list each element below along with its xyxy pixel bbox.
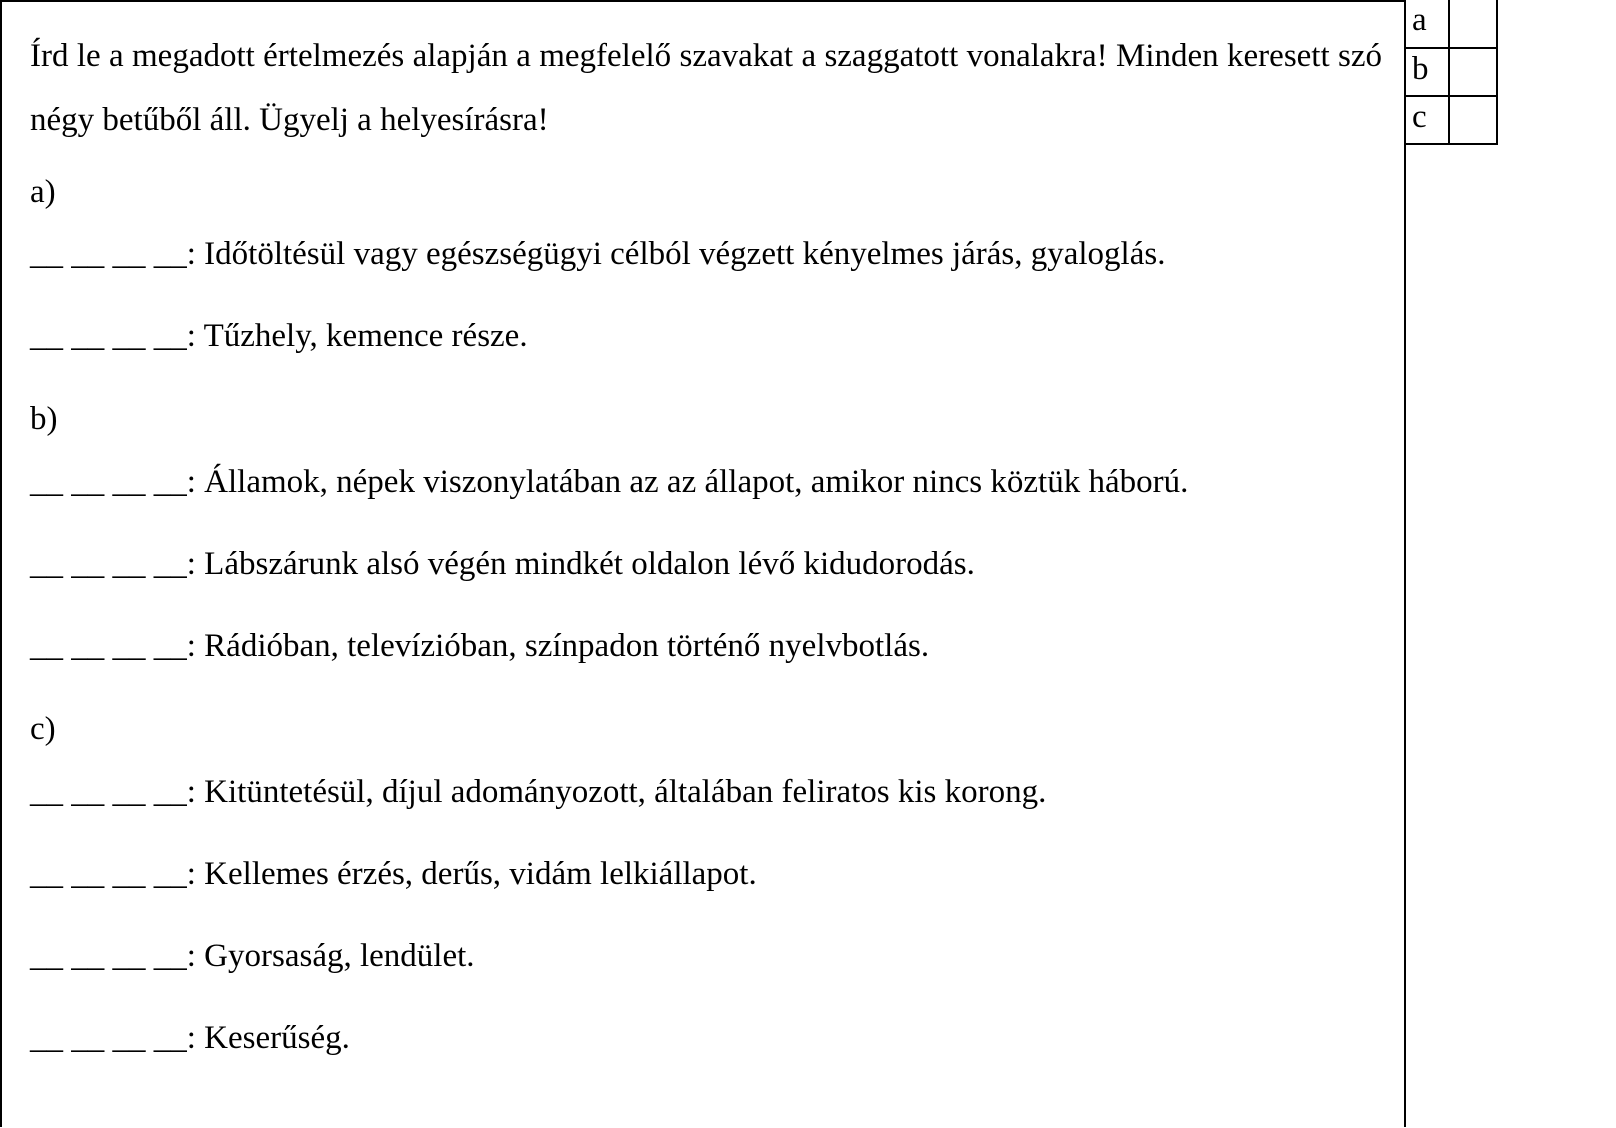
definition-text: : Kellemes érzés, derűs, vidám lelkiállapot.: [186, 856, 757, 892]
item-b3: [30, 626, 929, 666]
score-row-a: [1405, 0, 1497, 48]
answer-blank[interactable]: __ __ __ __: [30, 1020, 187, 1056]
definition-text: : Keserűség.: [186, 1020, 350, 1056]
score-box-a[interactable]: [1449, 0, 1497, 48]
definition-text: : Államok, népek viszonylatában az az állapot, amikor nincs köztük háború.: [186, 464, 1189, 500]
definition-text: : Rádióban, televízióban, színpadon történő nyelvbotlás.: [186, 628, 930, 664]
group-label-c: c): [30, 711, 56, 747]
score-box-b[interactable]: [1449, 48, 1497, 96]
score-table: [1404, 0, 1498, 145]
definition-text: : Időtöltésül vagy egészségügyi célból végzett kényelmes járás, gyaloglás.: [186, 236, 1166, 272]
score-label-b: b: [1405, 48, 1449, 96]
item-b1: [30, 462, 1188, 502]
score-row-c: [1405, 96, 1497, 144]
score-label-c: c: [1405, 96, 1449, 144]
answer-blank[interactable]: __ __ __ __: [30, 774, 187, 810]
answer-blank[interactable]: __ __ __ __: [30, 318, 187, 354]
answer-blank[interactable]: __ __ __ __: [30, 464, 187, 500]
definition-text: : Lábszárunk alsó végén mindkét oldalon lévő kidudorodás.: [186, 546, 975, 582]
group-label-a: a): [30, 174, 56, 210]
score-label-a: a: [1405, 0, 1449, 48]
answer-blank[interactable]: __ __ __ __: [30, 236, 187, 272]
group-label-b: b): [30, 401, 58, 437]
answer-blank[interactable]: __ __ __ __: [30, 856, 187, 892]
item-c2: [30, 854, 757, 894]
definition-text: : Kitüntetésül, díjul adományozott, általában feliratos kis korong.: [186, 774, 1047, 810]
item-a2: [30, 316, 528, 356]
task-instructions: Írd le a megadott értelmezés alapján a megfelelő szavakat a szaggatott vonalakra! Minden keresett szó négy betűből áll. Ügyelj a helyesírásra!: [30, 38, 1382, 138]
item-a1: [30, 234, 1165, 274]
score-row-b: [1405, 48, 1497, 96]
definition-text: : Tűzhely, kemence része.: [186, 318, 528, 354]
item-c3: [30, 936, 475, 976]
answer-blank[interactable]: __ __ __ __: [30, 938, 187, 974]
item-c4: [30, 1018, 350, 1058]
definition-text: : Gyorsaság, lendület.: [186, 938, 475, 974]
answer-blank[interactable]: __ __ __ __: [30, 628, 187, 664]
item-b2: [30, 544, 975, 584]
answer-blank[interactable]: __ __ __ __: [30, 546, 187, 582]
score-box-c[interactable]: [1449, 96, 1497, 144]
item-c1: [30, 772, 1046, 812]
